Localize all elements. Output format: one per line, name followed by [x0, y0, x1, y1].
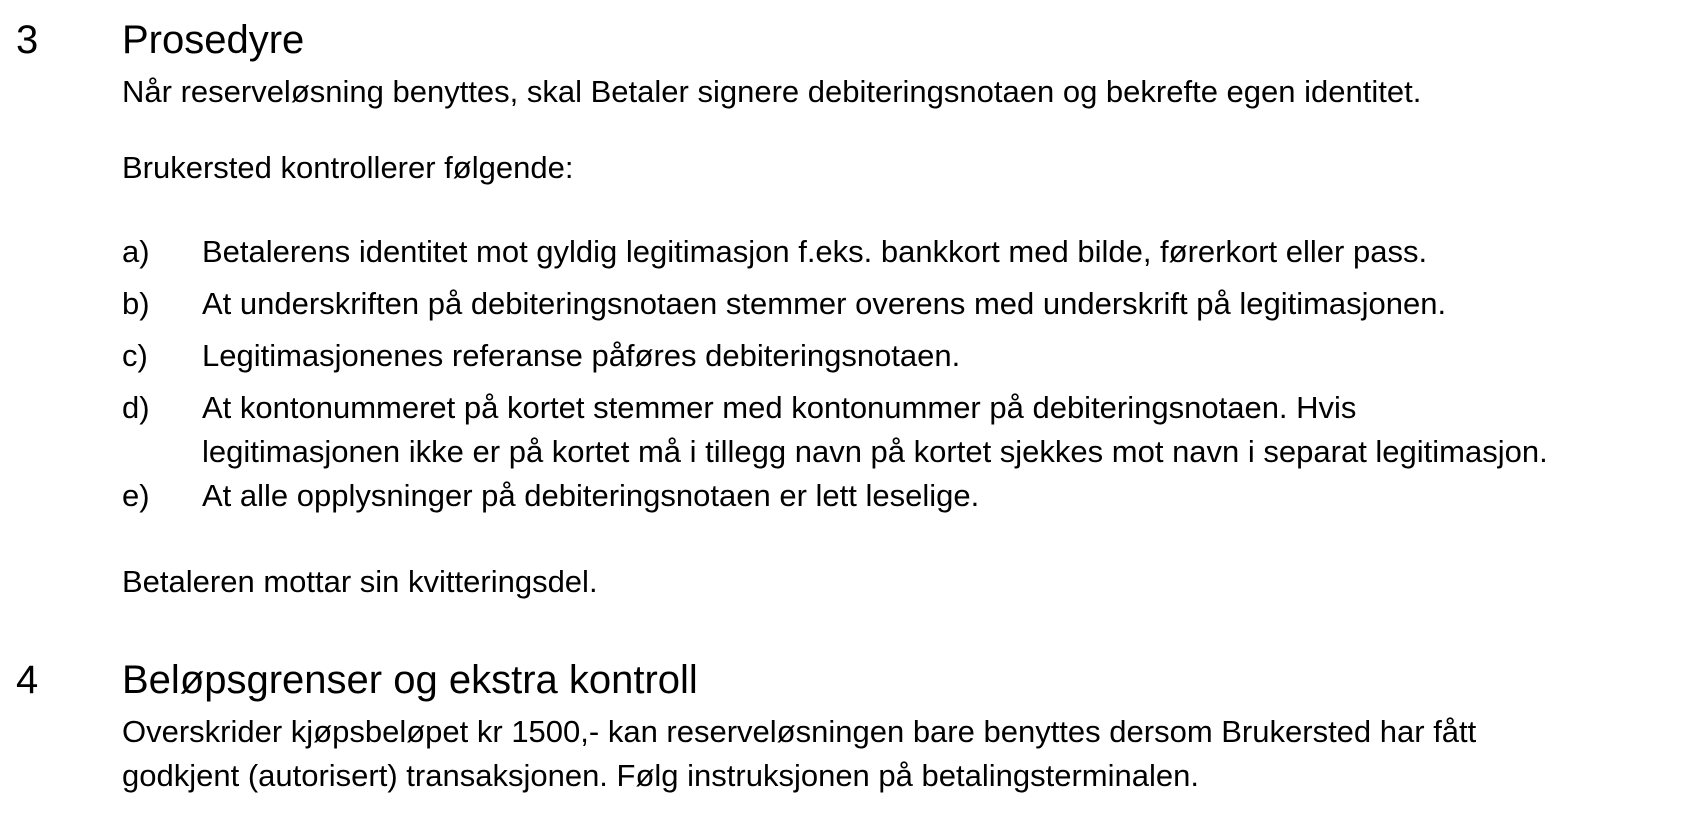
list-item [122, 282, 1662, 326]
list-item-text: Legitimasjonenes referanse påføres debiteringsnotaen. [202, 338, 961, 373]
section-4-body-line-1: Overskrider kjøpsbeløpet kr 1500,- kan reserveløsningen bare benyttes dersom Brukersted har fått [122, 714, 1477, 749]
section-title: Beløpsgrenser og ekstra kontroll [122, 658, 698, 702]
list-item-marker: b) [122, 286, 150, 321]
list-item-text: At alle opplysninger på debiteringsnotaen er lett leselige. [202, 478, 980, 513]
list-item-marker: c) [122, 338, 148, 373]
list-item [122, 334, 1662, 378]
list-item-marker: a) [122, 234, 150, 269]
section-3-list-heading: Brukersted kontrollerer følgende: [122, 150, 574, 185]
list-item-marker: e) [122, 478, 150, 513]
section-3-intro: Når reserveløsning benyttes, skal Betaler signere debiteringsnotaen og bekrefte egen identitet. [122, 74, 1422, 109]
section-3-closing: Betaleren mottar sin kvitteringsdel. [122, 564, 598, 599]
section-3-heading [0, 14, 1684, 66]
section-4-body-line-2: godkjent (autorisert) transaksjonen. Følg instruksjonen på betalingsterminalen. [122, 758, 1199, 793]
list-item-marker: d) [122, 390, 150, 425]
section-number: 4 [16, 658, 39, 702]
list-item [122, 230, 1662, 274]
section-4-heading [0, 654, 1684, 706]
list-item [122, 474, 1662, 518]
list-item-text: Betalerens identitet mot gyldig legitimasjon f.eks. bankkort med bilde, førerkort eller pass. [202, 234, 1428, 269]
list-item [122, 386, 1662, 474]
list-item-text: At kontonummeret på kortet stemmer med kontonummer på debiteringsnotaen. Hvis legitimasjonen ikke er på kortet må i tillegg navn på kortet sjekkes mot navn i separat legitimasjon. [202, 390, 1548, 469]
section-number: 3 [16, 18, 39, 62]
list-item-text: At underskriften på debiteringsnotaen stemmer overens med underskrift på legitimasjonen. [202, 286, 1447, 321]
control-list [122, 230, 1662, 526]
section-title: Prosedyre [122, 18, 305, 62]
